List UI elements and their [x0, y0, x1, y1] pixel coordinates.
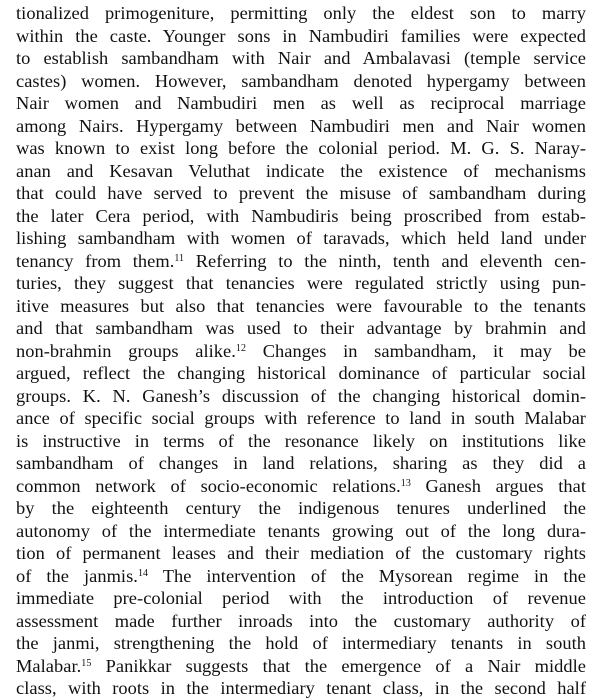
- text-line: sambandham of changes in land relations, sharing as they did a: [16, 453, 586, 473]
- text-line-with-footnote: [16, 250, 586, 273]
- text-line: groups. K. N. Ganesh’s discussion of the changing historical domin-: [16, 385, 586, 406]
- text-line: tionalized primogeniture, permitting only the eldest son to marry: [16, 3, 586, 23]
- text-line: is instructive in terms of the resonance likely on institutions like: [16, 430, 586, 451]
- text-line: assessment made further inroads into the customary authority of: [16, 610, 586, 631]
- text-line: castes) women. However, sambandham denoted hypergamy between: [16, 70, 586, 91]
- text-line: turies, they suggest that tenancies were regulated strictly using pun-: [16, 273, 586, 293]
- text-line: itive measures but also that tenancies were favourable to the tenants: [16, 295, 586, 316]
- text-line-with-footnote: [16, 655, 586, 678]
- text-line: among Nairs. Hypergamy between Nambudiri men and Nair women: [16, 115, 586, 136]
- line-text: The intervention of the Mysorean regime in the: [148, 565, 586, 586]
- text-line: the later Cera period, with Nambudiris being proscribed from estab-: [16, 205, 586, 226]
- line-text: of the janmis.: [16, 565, 138, 586]
- line-text: Malabar.: [16, 655, 82, 676]
- text-line: that could have served to prevent the misuse of sambandham during: [16, 183, 586, 203]
- line-text: Ganesh argues that: [410, 475, 587, 496]
- text-line: within the caste. Younger sons in Nambudiri families were expected: [16, 25, 586, 46]
- text-line: tion of permanent leases and their mediation of the customary rights: [16, 543, 586, 563]
- line-text: Panikkar suggests that the emergence of a Nair middle: [91, 655, 586, 676]
- footnote-marker: 11: [174, 252, 185, 264]
- text-line: autonomy of the intermediate tenants growing out of the long dura-: [16, 520, 586, 541]
- text-line: immediate pre-colonial period with the introduction of revenue: [16, 588, 586, 608]
- line-text: common network of socio-economic relations.: [16, 475, 401, 496]
- text-line: and that sambandham was used to their advantage by brahmin and: [16, 318, 586, 338]
- text-line: to establish sambandham with Nair and Ambalavasi (temple service: [16, 48, 586, 68]
- text-line: by the eighteenth century the indigenous tenures underlined the: [16, 498, 586, 518]
- footnote-marker: 15: [81, 657, 92, 669]
- text-line: class, with roots in the intermediary tenant class, in the second half: [16, 678, 586, 698]
- line-text: Changes in sambandham, it may be: [246, 340, 587, 361]
- text-line: ance of specific social groups with reference to land in south Malabar: [16, 408, 586, 428]
- text-line: anan and Kesavan Veluthat indicate the existence of mechanisms: [16, 160, 586, 181]
- text-line-with-footnote: [16, 475, 586, 498]
- line-text: tenancy from them.: [16, 250, 175, 271]
- text-line: argued, reflect the changing historical dominance of particular social: [16, 363, 586, 383]
- text-line: Nair women and Nambudiri men as well as reciprocal marriage: [16, 93, 586, 113]
- footnote-marker: 14: [137, 567, 149, 579]
- text-line-with-footnote: [16, 340, 586, 363]
- text-line-with-footnote: [16, 565, 586, 588]
- footnote-marker: 13: [400, 477, 411, 489]
- line-text: non-brahmin groups alike.: [16, 340, 236, 361]
- line-text: Referring to the ninth, tenth and eleventh cen-: [184, 250, 586, 271]
- text-line: lishing sambandham with women of taravads, which held land under: [16, 228, 586, 248]
- text-line: the janmi, strengthening the hold of intermediary tenants in south: [16, 633, 586, 653]
- footnote-marker: 12: [235, 342, 247, 354]
- body-paragraph: [16, 2, 586, 700]
- document-page: [16, 2, 586, 700]
- text-line: was known to exist long before the colonial period. M. G. S. Naray-: [16, 138, 586, 158]
